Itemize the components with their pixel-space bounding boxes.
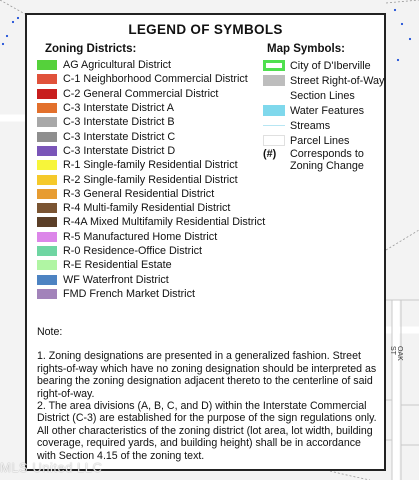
zoning-district-label: R-4A Mixed Multifamily Residential District	[63, 216, 266, 229]
zoning-district-label: R-2 Single-family Residential District	[63, 173, 238, 186]
map-symbol-label: Section Lines	[290, 89, 355, 102]
zoning-district-label: R-4 Multi-family Residential District	[63, 202, 231, 215]
water-icon	[263, 105, 285, 116]
zoning-district-label: R-3 General Residential District	[63, 187, 215, 200]
zoning-color-swatch	[37, 132, 57, 142]
map-symbol-item	[263, 118, 387, 133]
zoning-color-swatch	[37, 246, 57, 256]
map-symbol-list	[263, 58, 387, 148]
zoning-district-label: C-3 Interstate District C	[63, 130, 176, 143]
note-1: 1. Zoning designations are presented in a generalized fashion. Street rights-of-way which have no zoning designation should be interpreted as bearing the zoning designation adjacent thereto to the centerline of said right-of-way.	[37, 350, 377, 400]
parcel-line-icon	[263, 135, 285, 146]
map-symbol-item	[263, 133, 387, 148]
zoning-district-label: AG Agricultural District	[63, 59, 171, 72]
map-symbol-label: Street Right-of-Way	[290, 74, 385, 87]
zoning-district-label: C-3 Interstate District B	[63, 116, 175, 129]
zoning-district-item	[37, 172, 267, 186]
zoning-color-swatch	[37, 74, 57, 84]
zoning-district-item	[37, 115, 267, 129]
zoning-district-item	[37, 129, 267, 143]
zoning-district-label: FMD French Market District	[63, 287, 195, 300]
zoning-color-swatch	[37, 260, 57, 270]
zoning-district-label: R-1 Single-family Residential District	[63, 159, 238, 172]
zoning-color-swatch	[37, 275, 57, 285]
map-symbol-item	[263, 88, 387, 103]
zoning-color-swatch	[37, 160, 57, 170]
zoning-color-swatch	[37, 60, 57, 70]
street-label: OAK ST	[389, 346, 403, 361]
zoning-color-swatch	[37, 117, 57, 127]
zoning-color-swatch	[37, 175, 57, 185]
zoning-district-item	[37, 72, 267, 86]
zoning-district-item	[37, 258, 267, 272]
zoning-district-item	[37, 215, 267, 229]
note-2: 2. The area divisions (A, B, C, and D) within the Interstate Commercial District (C-3) are established for the purpose of the sign regulations only. All other characteristics of the zoning district (lot area, lot width, building coverage, required yards, and building height) shall be in accordance with Section 4.15 of the zoning text.	[37, 400, 377, 462]
zoning-district-label: WF Waterfront District	[63, 273, 169, 286]
map-symbols-heading: Map Symbols:	[267, 43, 345, 55]
zoning-color-swatch	[37, 146, 57, 156]
zoning-district-label: R-5 Manufactured Home District	[63, 230, 218, 243]
zoning-districts-heading: Zoning Districts:	[45, 43, 137, 55]
zoning-change-symbol	[263, 148, 390, 172]
zoning-change-marker: (#)	[263, 148, 277, 160]
zoning-district-item	[37, 101, 267, 115]
map-symbol-label: Streams	[290, 119, 331, 132]
section-line-icon	[263, 90, 285, 101]
note-title: Note:	[37, 326, 63, 338]
zoning-district-label: R-E Residential Estate	[63, 259, 172, 272]
zoning-color-swatch	[37, 232, 57, 242]
legend-panel	[25, 13, 386, 471]
zoning-color-swatch	[37, 89, 57, 99]
zoning-district-list	[37, 58, 267, 301]
right-of-way-icon	[263, 75, 285, 86]
zoning-district-item	[37, 158, 267, 172]
zoning-district-item	[37, 230, 267, 244]
stream-icon	[263, 120, 285, 131]
city-boundary-icon	[263, 60, 285, 71]
zoning-district-label: R-0 Residence-Office District	[63, 245, 202, 257]
zoning-color-swatch	[37, 103, 57, 113]
zoning-district-item	[37, 201, 267, 215]
map-symbol-item	[263, 73, 387, 88]
map-symbol-item	[263, 103, 387, 118]
zoning-district-item	[37, 144, 267, 158]
zoning-district-label: C-3 Interstate District A	[63, 102, 175, 115]
zoning-color-swatch	[37, 203, 57, 213]
zoning-color-swatch	[37, 289, 57, 299]
legend-notes	[37, 326, 377, 462]
zoning-district-label: C-1 Neighborhood Commercial District	[63, 73, 248, 86]
zoning-district-item	[37, 87, 267, 101]
map-symbol-label: Water Features	[290, 104, 365, 117]
zoning-district-item	[37, 58, 267, 72]
map-symbol-item	[263, 58, 387, 73]
zoning-district-label: C-2 General Commercial District	[63, 87, 219, 100]
zoning-district-label: C-3 Interstate District D	[63, 144, 176, 157]
zoning-color-swatch	[37, 217, 57, 227]
watermark: MLS United LLC	[0, 460, 103, 475]
map-symbol-label: Parcel Lines	[290, 134, 350, 147]
zoning-district-item	[37, 187, 267, 201]
legend-title: LEGEND OF SYMBOLS	[128, 22, 283, 37]
map-symbol-label: City of D'Iberville	[290, 59, 371, 72]
zoning-district-item	[37, 244, 267, 258]
zoning-change-label: Corresponds to Zoning Change	[290, 148, 364, 172]
zoning-district-item	[37, 287, 267, 301]
zoning-district-item	[37, 272, 267, 286]
zoning-color-swatch	[37, 189, 57, 199]
